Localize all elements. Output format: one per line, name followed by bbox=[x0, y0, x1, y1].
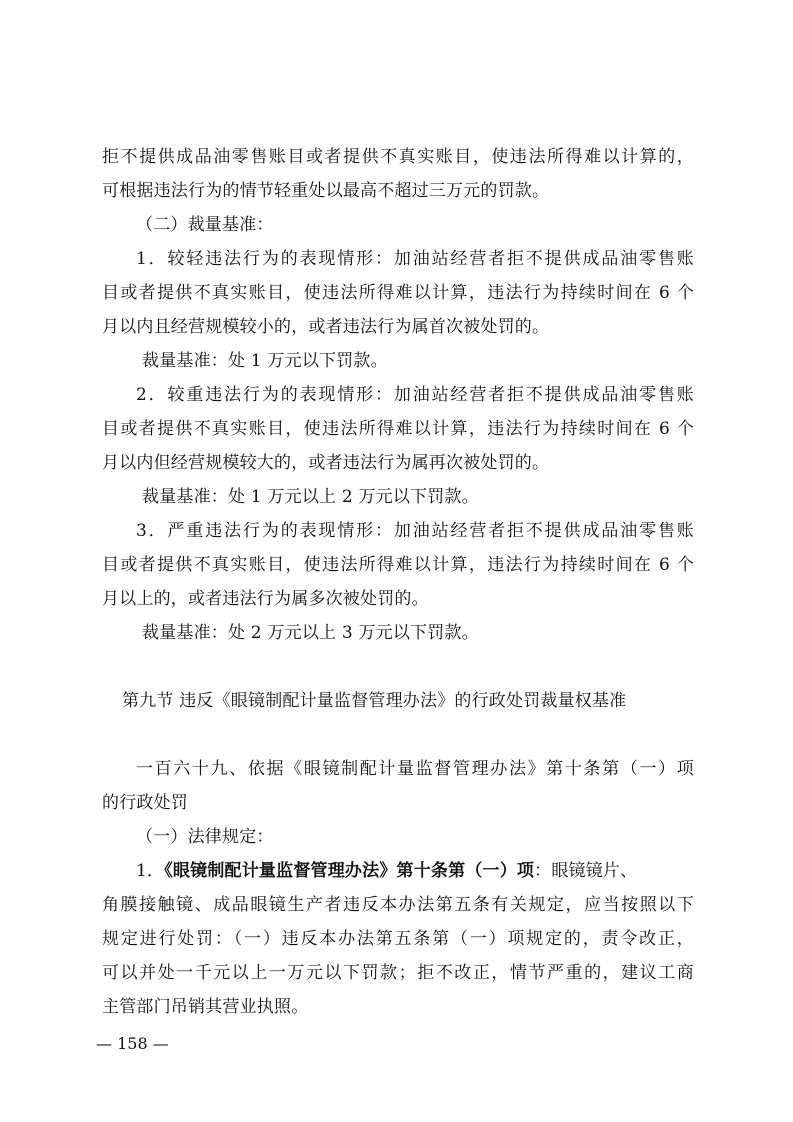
paragraph-line: 月以上的，或者违法行为属多次被处罚的。 bbox=[102, 589, 429, 609]
legal-line: 规定进行处罚：（一）违反本办法第五条第（一）项规定的，责令改正， bbox=[102, 929, 694, 949]
standard-line: 裁量基准：处 2 万元以上 3 万元以下罚款。 bbox=[142, 623, 479, 643]
paragraph-line: 3．严重违法行为的表现情形：加油站经营者拒不提供成品油零售账 bbox=[136, 521, 694, 541]
paragraph-line: 拒不提供成品油零售账目或者提供不真实账目，使违法所得难以计算的， bbox=[102, 147, 694, 167]
legal-clause-line bbox=[136, 860, 694, 882]
subsection-heading: （二）裁量基准： bbox=[136, 215, 274, 235]
paragraph-line: 目或者提供不真实账目，使违法所得难以计算，违法行为持续时间在 6 个 bbox=[102, 419, 694, 439]
standard-line: 裁量基准：处 1 万元以上 2 万元以下罚款。 bbox=[142, 487, 479, 507]
page-number: — 158 — bbox=[96, 1034, 169, 1053]
standard-line: 裁量基准：处 1 万元以下罚款。 bbox=[142, 351, 388, 371]
legal-line: 可以并处一千元以上一万元以下罚款；拒不改正，情节严重的，建议工商 bbox=[102, 963, 694, 983]
clause-text: ：眼镜镜片、 bbox=[534, 861, 638, 881]
paragraph-line: 可根据违法行为的情节轻重处以最高不超过三万元的罚款。 bbox=[102, 181, 550, 201]
paragraph-line: 1．较轻违法行为的表现情形：加油站经营者拒不提供成品油零售账 bbox=[136, 249, 694, 269]
subsection-heading: （一）法律规定： bbox=[136, 827, 274, 847]
clause-number: 1． bbox=[136, 861, 165, 881]
legal-line: 主管部门吊销其营业执照。 bbox=[102, 997, 309, 1017]
paragraph-line: 月以内但经营规模较大的，或者违法行为属再次被处罚的。 bbox=[102, 453, 550, 473]
item-title-line: 一百六十九、依据《眼镜制配计量监督管理办法》第十条第（一）项 bbox=[136, 759, 694, 779]
item-title-line: 的行政处罚 bbox=[102, 793, 188, 813]
paragraph-line: 月以内且经营规模较小的，或者违法行为属首次被处罚的。 bbox=[102, 317, 550, 337]
legal-line: 角膜接触镜、成品眼镜生产者违反本办法第五条有关规定，应当按照以下 bbox=[102, 895, 694, 915]
paragraph-line: 目或者提供不真实账目，使违法所得难以计算，违法行为持续时间在 6 个 bbox=[102, 283, 694, 303]
section-heading: 第九节 违反《眼镜制配计量监督管理办法》的行政处罚裁量权基准 bbox=[122, 691, 627, 711]
paragraph-line: 目或者提供不真实账目，使违法所得难以计算，违法行为持续时间在 6 个 bbox=[102, 555, 694, 575]
paragraph-line: 2．较重违法行为的表现情形：加油站经营者拒不提供成品油零售账 bbox=[136, 385, 694, 405]
clause-citation: 《眼镜制配计量监督管理办法》第十条第（一）项 bbox=[164, 861, 535, 881]
